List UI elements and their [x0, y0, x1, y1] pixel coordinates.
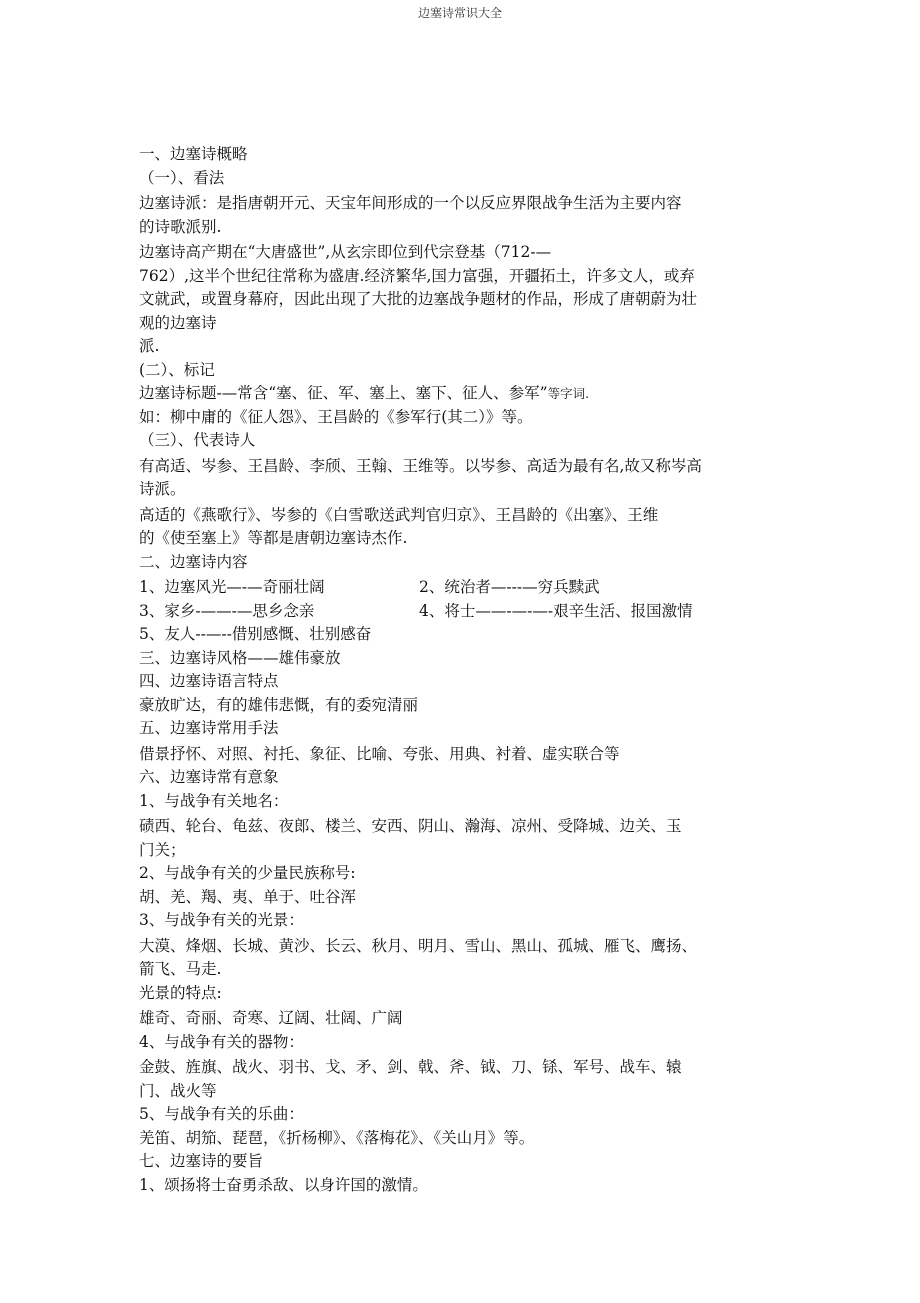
subheading-place-names: 1、与战争有关地名：	[139, 791, 289, 810]
subheading-objects: 4、与战争有关的器物：	[139, 1032, 304, 1051]
subheading-ethnic-names: 2、与战争有关的少量民族称号:	[139, 864, 356, 882]
subheading-poets: （三）、代表诗人	[139, 431, 256, 449]
content-item: 3、家乡-——-—思乡念亲	[139, 601, 315, 620]
section-heading-4: 四、边塞诗语言特点	[139, 672, 279, 690]
paragraph-line: 观的边塞诗	[139, 313, 217, 332]
paragraph-line: 边塞诗派：是指唐朝开元、天宝年间形成的一个以反应界限战争生活为主要内容	[139, 194, 682, 212]
title-words-text: 边塞诗标题-—常含“塞、征、军、塞上、塞下、征人、参军”	[139, 384, 548, 402]
paragraph-line: 箭飞、马走.	[139, 960, 222, 978]
content-item: 5、友人--—--借别感慨、壮别感奋	[139, 625, 372, 643]
paragraph-line: 的《使至塞上》等都是唐朝边塞诗杰作.	[139, 529, 408, 547]
paragraph-line	[139, 382, 789, 406]
page-header: 边塞诗常识大全	[417, 6, 502, 20]
paragraph-line: 羌笛、胡笳、琵琶，《折杨柳》、《落梅花》、《关山月》等。	[139, 1128, 535, 1147]
section-heading-3: 三、边塞诗风格——雄伟豪放	[139, 648, 341, 667]
paragraph-line: 有高适、岑参、王昌龄、李颀、王翰、王维等。以岑参、高适为最有名,故又称岑高	[139, 456, 702, 475]
paragraph-line: 高适的《燕歌行》、岑参的《白雪歌送武判官归京》、王昌龄的《出塞》、王维	[139, 505, 659, 524]
paragraph-line: 借景抒怀、对照、衬托、象征、比喻、夸张、用典、衬着、虚实联合等	[139, 744, 620, 763]
section-heading-5: 五、边塞诗常用手法	[139, 719, 279, 737]
paragraph-line: 胡、羌、羯、夷、单于、吐谷浑	[139, 887, 357, 906]
section-heading-1: 一、边塞诗概略	[139, 145, 248, 163]
paragraph-line: 碛西、轮台、龟兹、夜郎、楼兰、安西、阴山、瀚海、凉州、受降城、边关、玉	[139, 817, 682, 835]
paragraph-line: 豪放旷达，有的雄伟悲慨，有的委宛清丽	[139, 695, 419, 714]
paragraph-line: 762）,这半个世纪往常称为盛唐.经济繁华,国力富强，开疆拓土，许多文人，或弃	[139, 266, 695, 285]
paragraph-line: 门、战火等	[139, 1081, 217, 1100]
paragraph-line: 金鼓、旌旗、战火、羽书、戈、矛、剑、戟、斧、钺、刀、铩、军号、战车、辕	[139, 1058, 682, 1076]
content-row	[139, 600, 789, 624]
content-row	[139, 576, 789, 600]
paragraph-line: 的诗歌派别.	[139, 217, 222, 236]
subheading-music: 5、与战争有关的乐曲：	[139, 1105, 304, 1123]
paragraph-line: 派.	[139, 337, 160, 355]
paragraph-line: 如：柳中庸的《征人怨》、王昌龄的《参军行(其二）》等。	[139, 407, 533, 426]
section-heading-7: 七、边塞诗的要旨	[139, 1152, 264, 1170]
content-item: 1、边塞风光—-—奇丽壮阔	[139, 578, 325, 596]
small-note-text: 等字词.	[547, 386, 590, 401]
section-heading-6: 六、边塞诗常有意象	[139, 768, 279, 786]
paragraph-line: 雄奇、奇丽、奇寒、辽阔、壮阔、广阔	[139, 1009, 403, 1027]
subheading-concept: （一）、看法	[139, 168, 225, 187]
subheading-marks: (二）、标记	[139, 360, 215, 379]
document-body	[139, 143, 789, 1197]
paragraph-line: 光景的特点:	[139, 983, 222, 1002]
paragraph-line: 1、颂扬将士奋勇杀敌、以身许国的激情。	[139, 1175, 428, 1194]
content-item: 2、统治者—---—穷兵黩武	[419, 578, 600, 596]
content-item: 4、将士——-—-—-艰辛生活、报国激情	[419, 601, 693, 620]
paragraph-line: 门关；	[139, 840, 186, 859]
paragraph-line: 大漠、烽烟、长城、黄沙、长云、秋月、明月、雪山、黑山、孤城、雁飞、鹰扬、	[139, 936, 698, 955]
paragraph-line: 诗派。	[139, 480, 186, 498]
section-heading-2: 二、边塞诗内容	[139, 552, 248, 571]
paragraph-line: 边塞诗高产期在“大唐盛世”,从玄宗即位到代宗登基（712-—	[139, 243, 552, 261]
paragraph-line: 文就武，或置身幕府，因此出现了大批的边塞战争题材的作品，形成了唐朝蔚为壮	[139, 290, 698, 308]
subheading-scenery: 3、与战争有关的光景：	[139, 911, 304, 929]
